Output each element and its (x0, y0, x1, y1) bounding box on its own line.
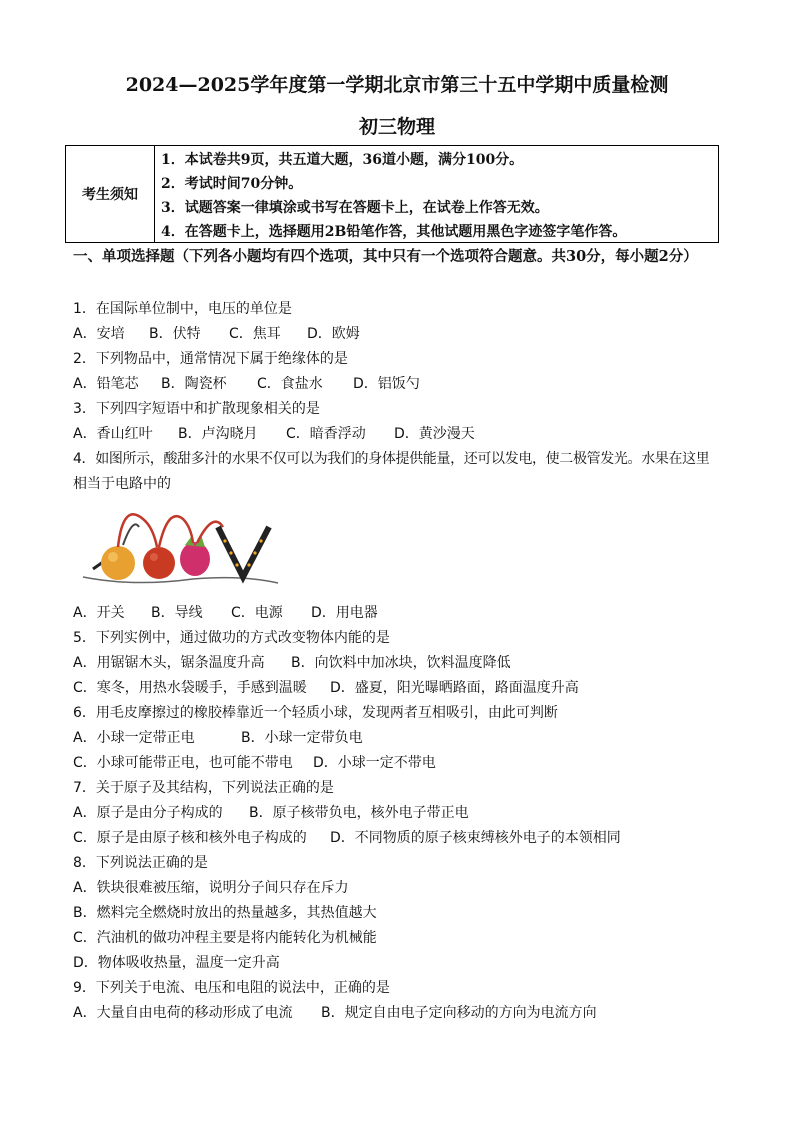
option: A．铅笔芯 (73, 376, 139, 392)
option: D．黄沙漫天 (394, 426, 475, 442)
option: B．原子核带负电，核外电子带正电 (249, 805, 469, 821)
option: D．用电器 (311, 605, 378, 621)
question-stem: 4．如图所示，酸甜多汁的水果不仅可以为我们的身体提供能量，还可以发电，使二极管发光。水果在这里 (73, 451, 710, 467)
question-options (73, 652, 511, 672)
question-stem: 6．用毛皮摩擦过的橡胶棒靠近一个轻质小球，发现两者互相吸引，由此可判断 (73, 705, 558, 721)
option: A．用锯锯木头，锯条温度升高 (73, 655, 265, 671)
notice-item: 3．试题答案一律填涂或书写在答题卡上，在试卷上作答无效。 (161, 200, 549, 216)
notice-item: 1．本试卷共9页，共五道大题，36道小题，满分100分。 (161, 152, 524, 168)
question-options (73, 752, 436, 772)
question-stem: 7．关于原子及其结构，下列说法正确的是 (73, 780, 334, 796)
option: A．小球一定带正电 (73, 730, 195, 746)
notice-box (65, 145, 719, 243)
option: C．焦耳 (229, 326, 281, 342)
option: C．寒冬，用热水袋暖手，手感到温暖 (73, 680, 307, 696)
exam-subtitle: 初三物理 (358, 116, 435, 138)
notice-item: 4．在答题卡上，选择题用2B铅笔作答，其他试题用黑色字迹签字笔作答。 (161, 224, 627, 240)
option: D．不同物质的原子核束缚核外电子的本领相同 (330, 830, 621, 846)
question-options (73, 602, 378, 622)
question-options (73, 373, 420, 393)
option: D．物体吸收热量，温度一定升高 (73, 955, 280, 971)
notice-label: 考生须知 (66, 146, 155, 242)
notice-item: 2．考试时间70分钟。 (161, 176, 303, 192)
option: A．香山红叶 (73, 426, 153, 442)
question-stem: 8．下列说法正确的是 (73, 855, 208, 871)
fruit-battery-figure (73, 497, 283, 589)
option: A．大量自由电荷的移动形成了电流 (73, 1005, 293, 1021)
option: C．原子是由原子核和核外电子构成的 (73, 830, 307, 846)
option: B．陶瓷杯 (161, 376, 227, 392)
question-stem: 1．在国际单位制中，电压的单位是 (73, 301, 292, 317)
question-stem: 5．下列实例中，通过做功的方式改变物体内能的是 (73, 630, 390, 646)
option: B．向饮料中加冰块，饮料温度降低 (291, 655, 511, 671)
option: D．盛夏，阳光曝晒路面，路面温度升高 (330, 680, 579, 696)
option: B．导线 (151, 605, 203, 621)
option: A．安培 (73, 326, 125, 342)
option: A．开关 (73, 605, 125, 621)
option: D．欧姆 (307, 326, 360, 342)
question-stem: 3．下列四字短语中和扩散现象相关的是 (73, 401, 320, 417)
question-options (73, 323, 360, 343)
option: A．铁块很难被压缩，说明分子间只存在斥力 (73, 880, 349, 896)
option: D．小球一定不带电 (313, 755, 436, 771)
question-stem: 2．下列物品中，通常情况下属于绝缘体的是 (73, 351, 348, 367)
question-options (73, 802, 469, 822)
option: C．食盐水 (257, 376, 323, 392)
option: D．铝饭勺 (353, 376, 420, 392)
option: B．规定自由电子定向移动的方向为电流方向 (321, 1005, 597, 1021)
option: B．燃料完全燃烧时放出的热量越多，其热值越大 (73, 905, 377, 921)
option: B．伏特 (149, 326, 201, 342)
notice-items (155, 146, 718, 242)
option: C．电源 (231, 605, 283, 621)
question-options (73, 423, 475, 443)
option: C．暗香浮动 (286, 426, 366, 442)
question-options (73, 827, 621, 847)
section-heading: 一、单项选择题（下列各小题均有四个选项，其中只有一个选项符合题意。共30分，每小题2分） (73, 248, 698, 265)
option: C．汽油机的做功冲程主要是将内能转化为机械能 (73, 930, 377, 946)
option: A．原子是由分子构成的 (73, 805, 223, 821)
option: B．卢沟晓月 (178, 426, 258, 442)
option: C．小球可能带正电，也可能不带电 (73, 755, 293, 771)
question-options (73, 1002, 597, 1022)
question-stem: 9．下列关于电流、电压和电阻的说法中，正确的是 (73, 980, 390, 996)
exam-title: 2024—2025学年度第一学期北京市第三十五中学期中质量检测 (125, 74, 669, 96)
question-options (73, 727, 363, 747)
option: B．小球一定带负电 (241, 730, 363, 746)
question-stem-continued: 相当于电路中的 (73, 476, 171, 492)
question-options (73, 677, 579, 697)
